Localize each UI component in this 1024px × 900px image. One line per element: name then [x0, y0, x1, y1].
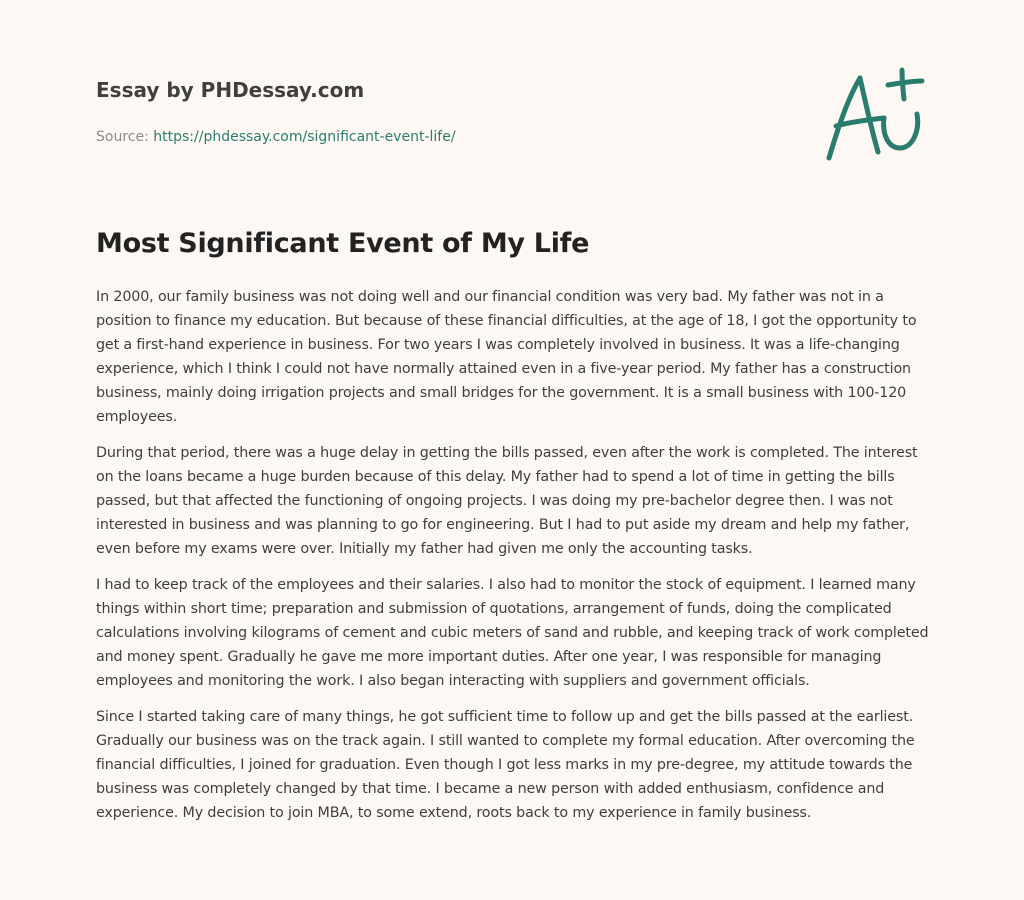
essay-paragraph-1: In 2000, our family business was not doing well and our financial condition was very bad. My father was not in a position to finance my education. But because of these financial difficulties, at the age of 18, I got the opportunity to get a first-hand experience in business. For two years I was completely involved in business. It was a life-changing experience, which I think I could not have normally attained even in a five-year period. My father has a construction business, mainly doing irrigation projects and small bridges for the government. It is a small business with 100-120 employees. — [96, 289, 917, 425]
essay-paragraph-3: I had to keep track of the employees and their salaries. I also had to monitor the stock of equipment. I learned many things within short time; preparation and submission of quotations, arrangement of funds, doing the complicated calculations involving kilograms of cement and cubic meters of sand and rubble, and keeping track of work completed and money spent. Gradually he gave me more important duties. After one year, I was responsible for managing employees and monitoring the work. I also began interacting with suppliers and government officials. — [96, 577, 929, 689]
a-plus-logo-icon — [822, 66, 928, 166]
source-link[interactable]: https://phdessay.com/significant-event-life/ — [153, 129, 456, 145]
essay — [96, 222, 930, 837]
source-line — [96, 127, 796, 147]
essay-paragraph-4: Since I started taking care of many things, he got sufficient time to follow up and get the bills passed at the earliest. Gradually our business was on the track again. I still wanted to complete my formal education. After overcoming the financial difficulties, I joined for graduation. Even though I got less marks in my pre-degree, my attitude towards the business was completely changed by that time. I became a new person with added enthusiasm, confidence and experience. My decision to join MBA, to some extend, roots back to my experience in family business. — [96, 709, 915, 821]
essay-title: Most Significant Event of My Life — [96, 228, 590, 259]
essay-paragraph-2: During that period, there was a huge delay in getting the bills passed, even after the work is completed. The interest on the loans became a huge burden because of this delay. My father had to spend a lot of time in getting the bills passed, but that affected the functioning of ongoing projects. I was doing my pre-bachelor degree then. I was not interested in business and was planning to go for engineering. But I had to put aside my dream and help my father, even before my exams were over. Initially my father had given me only the accounting tasks. — [96, 445, 918, 557]
page-header — [96, 76, 796, 147]
source-label: Source: — [96, 129, 154, 145]
site-title: Essay by PHDessay.com — [96, 78, 365, 102]
